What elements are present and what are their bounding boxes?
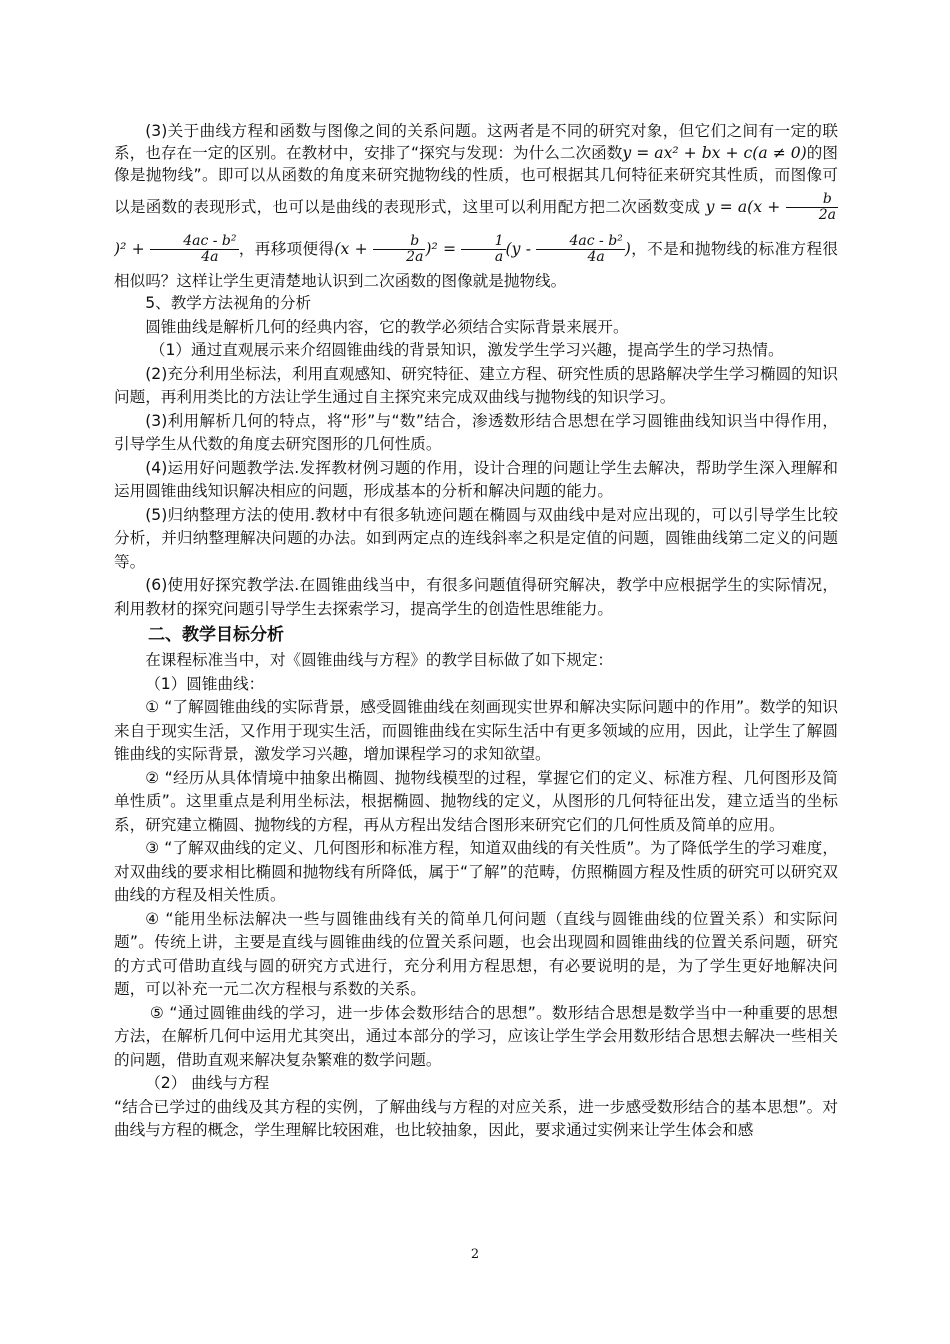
goals-1-heading: （1）圆锥曲线： [145,674,265,693]
fraction-1-a [461,234,505,265]
text-span: 的图像是抛物线”。即可以从函数的角度来研究抛物线的性质，也可根据其几何特征来研究其性质，而图像可以是函数的表现形式，也可以是曲线的表现形式，这里可以利用配方把二次函数变成 [114,144,838,216]
goal-item-4: ④ “能用坐标法解决一些与圆锥曲线有关的简单几何问题（直线与圆锥曲线的位置关系）和实际问题”。传统上讲，主要是直线与圆锥曲线的位置关系问题，也会出现圆和圆锥曲线的位置关系问题，研究的方式可借助直线与圆的研究方式进行，充分利用方程思想，有必要说明的是，为了学生更好地解决问题，可以补充一元二次方程根与系数的关系。 [114,909,838,998]
goal-item-5: ⑤ “通过圆锥曲线的学习，进一步体会数形结合的思想”。数形结合思想是数学当中一种重要的思想方法，在解析几何中运用尤其突出，通过本部分的学习，应该让学生学会用数形结合思想去解决一些相关的问题，借助直观来解决复杂繁难的数学问题。 [114,1003,838,1069]
section-5-intro: 圆锥曲线是解析几何的经典内容，它的教学必须结合实际背景来展开。 [145,317,629,336]
quadratic-formula: y = ax² + bx + c(a ≠ 0) [622,144,807,162]
denominator: 2a [818,207,836,223]
goal-curve-equation: “结合已学过的曲线及其方程的实例，了解曲线与方程的对应关系，进一步感受数形结合的基本思想”。对曲线与方程的概念，学生理解比较困难，也比较抽象，因此，要求通过实例来让学生体会和感 [114,1097,838,1139]
formula-part: (x + [334,240,368,258]
text-span: ，不是和抛物线的标准方程很相似吗？这样让学生更清楚地认识到二次函数的图像就是抛物线。 [114,240,838,290]
denominator: 2a [406,249,424,265]
formula-part: )² + [114,240,145,258]
goal-item-3: ③ “了解双曲线的定义、几何图形和标准方程，知道双曲线的有关性质”。为了降低学生的学习难度，对双曲线的要求相比椭圆和抛物线有所降低，属于“了解”的范畴，仿照椭圆方程及性质的研究可以研究双曲线的方程及相关性质。 [114,839,838,904]
method-item-4: (4)运用好问题教学法.发挥教材例习题的作用，设计合理的问题让学生去解决，帮助学生深入理解和运用圆锥曲线知识解决相应的问题，形成基本的分析和解决问题的能力。 [114,458,838,500]
formula-part: (y - [505,240,531,258]
page-content [114,120,838,1143]
numerator: 1 [461,234,505,250]
numerator: 4ac - b² [536,234,625,250]
page-number: 2 [470,1247,480,1262]
formula-part: )² = [425,240,457,258]
numerator: 4ac - b² [150,234,239,250]
method-item-3: (3)利用解析几何的特点，将“形”与“数”结合，渗透数形结合思想在学习圆锥曲线知识当中得作用，引导学生从代数的角度去研究图形的几何性质。 [114,411,838,453]
method-item-2: (2)充分利用坐标法，利用直观感知、研究特征、建立方程、研究性质的思路解决学生学习椭圆的知识问题，再利用类比的方法让学生通过自主探究来完成双曲线与抛物线的知识学习。 [114,364,838,406]
goals-2-heading: （2） 曲线与方程 [145,1074,270,1092]
denominator: 4a [587,249,605,265]
numerator: b [373,234,425,250]
paragraph-curve-function [114,120,838,292]
numerator: b [786,192,838,208]
formula-part: ) [624,240,631,258]
method-item-1: （1）通过直观展示来介绍圆锥曲线的背景知识，激发学生学习兴趣，提高学生的学习热情。 [149,341,784,359]
text-span: ，再移项便得 [238,240,335,258]
method-item-6: (6)使用好探究教学法.在圆锥曲线当中，有很多问题值得研究解决，教学中应根据学生的实际情况，利用教材的探究问题引导学生去探索学习，提高学生的创造性思维能力。 [114,576,838,618]
denominator: 4a [201,249,219,265]
section-5-heading: 5、教学方法视角的分析 [145,294,312,312]
method-item-5: (5)归纳整理方法的使用.教材中有很多轨迹问题在椭圆与双曲线中是对应出现的，可以引导学生比较分析，并归纳整理解决问题的办法。如到两定点的连线斜率之积是定值的问题，圆锥曲线第二定义的问题等。 [114,505,838,571]
goal-item-1: ① “了解圆锥曲线的实际背景，感受圆锥曲线在刻画现实世界和解决实际问题中的作用”。数学的知识来自于现实生活，又作用于现实生活，而圆锥曲线在实际生活中有更多领域的应用，因此，让学生了解圆锥曲线的实际背景，激发学习兴趣，增加课程学习的求知欲望。 [114,698,838,763]
goal-item-2: ② “经历从具体情境中抽象出椭圆、抛物线模型的过程，掌握它们的定义、标准方程、几何图形及简单性质”。这里重点是利用坐标法，根据椭圆、抛物线的定义，从图形的几何特征出发，建立适当的坐标系，研究建立椭圆、抛物线的方程，再从方程出发结合图形来研究它们的几何性质及简单的应用。 [114,768,838,834]
fraction-4ac-b2-4a [150,234,239,265]
section-heading-goals: 二、教学目标分析 [148,625,284,645]
fraction-b-2a-2 [373,234,425,265]
formula-part: y = a(x + [705,198,781,216]
goals-intro: 在课程标准当中，对《圆锥曲线与方程》的教学目标做了如下规定： [145,651,614,669]
fraction-b-2a [786,192,838,223]
denominator: a [494,249,504,265]
fraction-4ac-b2-4a-2 [536,234,625,265]
text-span: (3)关于曲线方程和函数与图像之间的关系问题。这两者是不同的研究对象，但它们之间有一定的联系，也存在一定的区别。在教材中，安排了“探究与发现：为什么二次函数 [114,122,838,162]
